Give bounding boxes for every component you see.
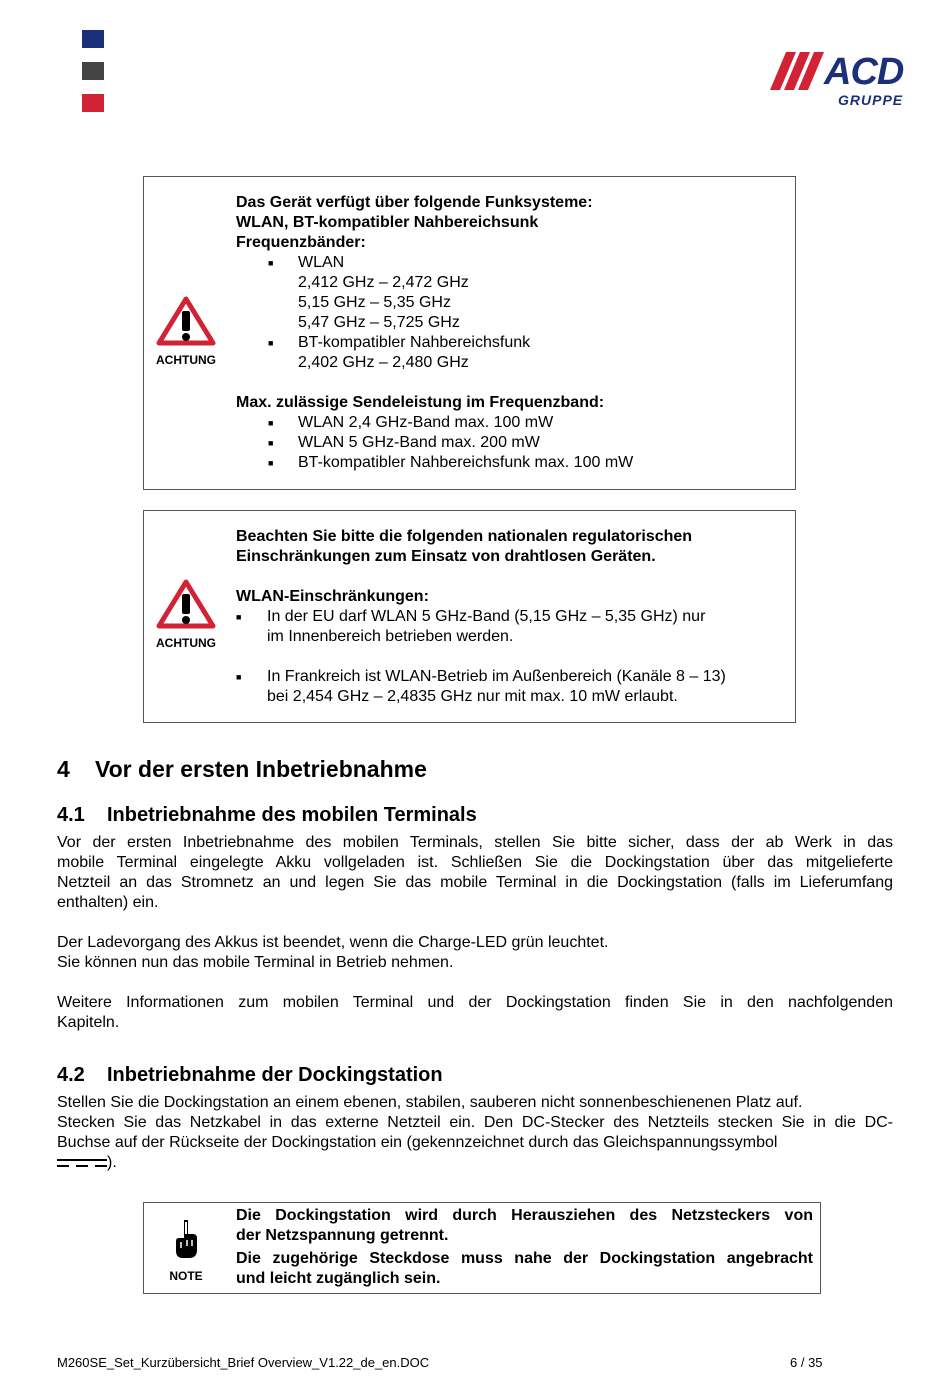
restriction-eu-line1: In der EU darf WLAN 5 GHz-Band (5,15 GHz – 5,35 GHz) nur [267, 608, 706, 625]
section-4-2-para-1 [57, 1093, 893, 1173]
radio-systems-line1: Das Gerät verfügt über folgende Funksysteme: [236, 194, 593, 211]
section-4-heading [57, 755, 427, 783]
wlan-label: WLAN [298, 254, 345, 271]
section-4-2-heading [57, 1063, 443, 1087]
bullet-icon: ■ [268, 438, 274, 448]
logo-sub-text: GRUPPE [838, 92, 904, 108]
text-line: Die Dockingstation wird durch Herausziehen des Netzsteckers von [236, 1207, 813, 1224]
text-line: Stecken Sie das Netzkabel in das externe Netzteil ein. Den DC-Stecker des Netzteils stecken Sie in die DC- [57, 1114, 893, 1131]
note-label: NOTE [169, 1269, 203, 1283]
note-icon-block [156, 1218, 216, 1283]
warning-icon-block [156, 579, 216, 650]
text-fragment: ). [107, 1154, 117, 1171]
acd-logo [766, 46, 918, 110]
bullet-icon: ■ [236, 672, 242, 682]
section-4-1-para-1 [57, 833, 893, 913]
logo-main-text: ACD [824, 51, 904, 93]
text-line: Die zugehörige Steckdose muss nahe der Dockingstation angebracht [236, 1250, 813, 1267]
section-title: Vor der ersten Inbetriebnahme [95, 756, 427, 782]
bullet-icon: ■ [268, 458, 274, 468]
power-item: BT-kompatibler Nahbereichsfunk max. 100 mW [298, 454, 634, 471]
text-line: Vor der ersten Inbetriebnahme des mobilen Terminals, stellen Sie bitte sicher, dass der ab Werk in das [57, 834, 893, 851]
bt-frequency: 2,402 GHz – 2,480 GHz [298, 354, 469, 371]
restrictions-intro-line1: Beachten Sie bitte die folgenden nationalen regulatorischen [236, 528, 693, 545]
warning-label: ACHTUNG [156, 636, 216, 650]
wlan-frequency-1: 2,412 GHz – 2,472 GHz [298, 274, 469, 291]
wlan-frequency-2: 5,15 GHz – 5,35 GHz [298, 294, 451, 311]
frequency-bands-heading: Frequenzbänder: [236, 234, 366, 251]
warning-icon-block [156, 296, 216, 367]
section-number: 4 [57, 756, 70, 782]
text-line: Netzteil an das Stromnetz an und legen Sie das mobile Terminal in die Dockingstation (falls im Lieferumfang [57, 874, 893, 891]
section-4-1-para-2 [57, 933, 893, 973]
pointing-hand-icon [171, 1218, 201, 1260]
text-line: Kapiteln. [57, 1014, 120, 1031]
text-line: der Netzspannung getrennt. [236, 1227, 449, 1244]
text-line: mobile Terminal eingelegte Akku vollgeladen ist. Schließen Sie die Dockingstation über das mitgelieferte [57, 854, 893, 871]
wlan-restrictions-heading: WLAN-Einschränkungen: [236, 588, 429, 605]
text-line: Der Ladevorgang des Akkus ist beendet, wenn die Charge-LED grün leuchtet. [57, 934, 609, 951]
power-item: WLAN 2,4 GHz-Band max. 100 mW [298, 414, 554, 431]
section-number: 4.1 [57, 804, 85, 826]
restriction-eu-line2: im Innenbereich betrieben werden. [267, 628, 514, 645]
text-line: enthalten) ein. [57, 894, 159, 911]
dc-voltage-symbol-icon [57, 1157, 107, 1169]
text-line [57, 1153, 893, 1173]
max-power-heading: Max. zulässige Sendeleistung im Frequenzband: [236, 394, 605, 411]
section-title: Inbetriebnahme des mobilen Terminals [107, 804, 477, 826]
bullet-icon: ■ [268, 258, 274, 268]
section-number: 4.2 [57, 1064, 85, 1086]
warning-triangle-icon [156, 296, 216, 346]
wlan-frequency-3: 5,47 GHz – 5,725 GHz [298, 314, 460, 331]
note-text [236, 1206, 813, 1289]
restrictions-intro-line2: Einschränkungen zum Einsatz von drahtlosen Geräten. [236, 548, 656, 565]
restriction-fr-line2: bei 2,454 GHz – 2,4835 GHz nur mit max. 10 mW erlaubt. [267, 688, 678, 705]
text-line: Sie können nun das mobile Terminal in Betrieb nehmen. [57, 954, 454, 971]
restriction-fr-line1: In Frankreich ist WLAN-Betrieb im Außenbereich (Kanäle 8 – 13) [267, 668, 726, 685]
warning-label: ACHTUNG [156, 353, 216, 367]
text-line: und leicht zugänglich sein. [236, 1270, 441, 1287]
bullet-icon: ■ [268, 418, 274, 428]
section-4-1-para-3 [57, 993, 893, 1033]
radio-systems-line2: WLAN, BT-kompatibler Nahbereichsunk [236, 214, 539, 231]
header-square-gray [82, 62, 104, 80]
footer-filename: M260SE_Set_Kurzübersicht_Brief Overview_V1.22_de_en.DOC [57, 1355, 430, 1370]
text-line: Stellen Sie die Dockingstation an einem ebenen, stabilen, sauberen nicht sonnenbeschienenen Platz auf. [57, 1094, 803, 1111]
footer-page-number: 6 / 35 [790, 1355, 823, 1370]
text-line: Weitere Informationen zum mobilen Terminal und der Dockingstation finden Sie in den nachfolgenden [57, 994, 893, 1011]
text-line: Buchse auf der Rückseite der Dockingstation ein (gekennzeichnet durch das Gleichspannungssymbol [57, 1134, 778, 1151]
header-square-blue [82, 30, 104, 48]
bullet-icon: ■ [268, 338, 274, 348]
bt-label: BT-kompatibler Nahbereichsfunk [298, 334, 531, 351]
section-title: Inbetriebnahme der Dockingstation [107, 1064, 443, 1086]
bullet-icon: ■ [236, 612, 242, 622]
section-4-1-heading [57, 803, 477, 827]
power-item: WLAN 5 GHz-Band max. 200 mW [298, 434, 540, 451]
header-square-red [82, 94, 104, 112]
warning-triangle-icon [156, 579, 216, 629]
